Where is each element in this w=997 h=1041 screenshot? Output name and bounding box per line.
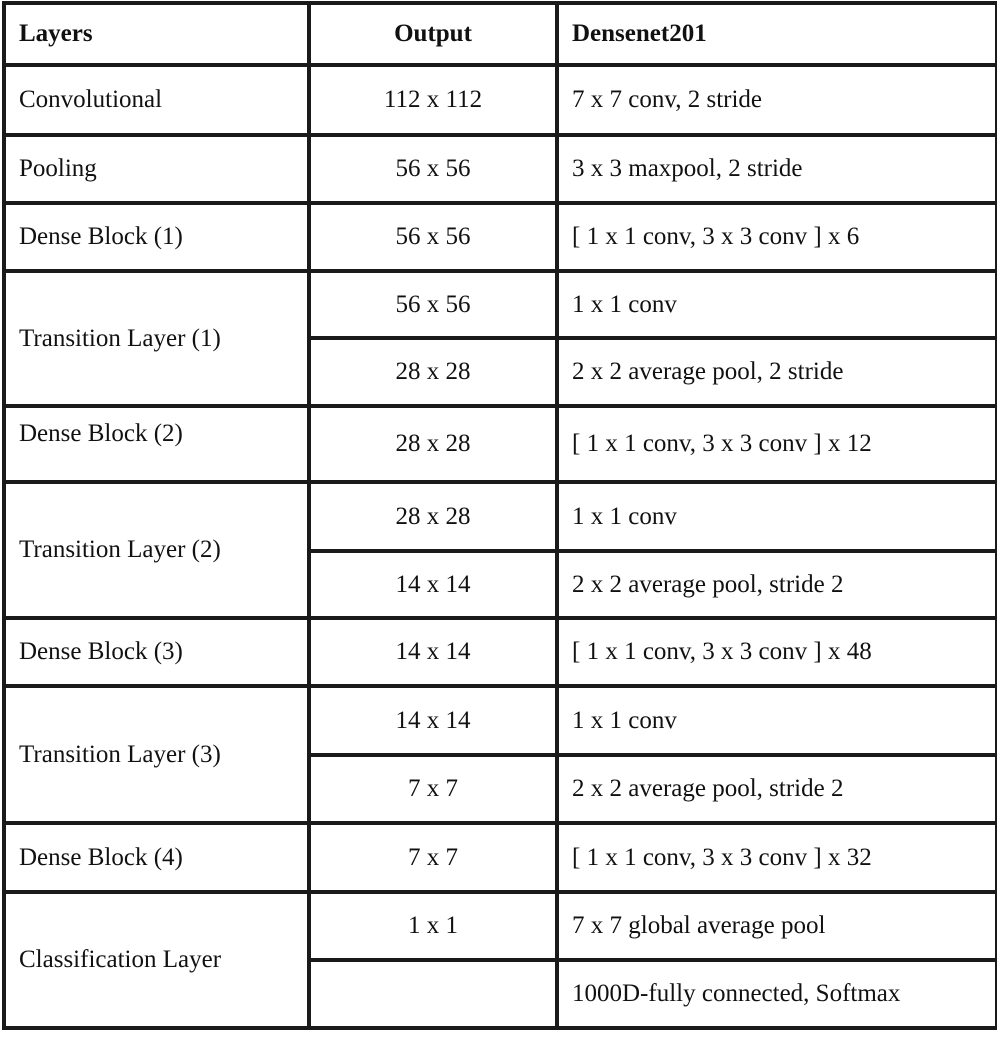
output-cell: 28 x 28 xyxy=(309,338,557,406)
layer-cell: Transition Layer (2) xyxy=(4,482,309,618)
description-cell: [ 1 x 1 conv, 3 x 3 conv ] x 48 xyxy=(557,618,997,686)
table-row xyxy=(4,892,997,960)
layer-cell: Convolutional xyxy=(4,65,309,135)
output-cell: 56 x 56 xyxy=(309,203,557,271)
header-layers: Layers xyxy=(4,3,309,65)
table-row xyxy=(4,823,997,892)
layer-cell: Pooling xyxy=(4,135,309,203)
densenet-architecture-table xyxy=(2,1,997,1030)
description-cell: 1 x 1 conv xyxy=(557,482,997,551)
output-cell: 1 x 1 xyxy=(309,892,557,960)
description-cell: 1 x 1 conv xyxy=(557,686,997,755)
header-model: Densenet201 xyxy=(557,3,997,65)
table-row xyxy=(4,271,997,338)
table-row xyxy=(4,618,997,686)
layer-cell: Transition Layer (1) xyxy=(4,271,309,406)
description-cell: 7 x 7 conv, 2 stride xyxy=(557,65,997,135)
layer-cell: Dense Block (2) xyxy=(4,406,309,482)
layer-cell: Transition Layer (3) xyxy=(4,686,309,823)
description-cell: 1000D-fully connected, Softmax xyxy=(557,960,997,1028)
layer-cell: Classification Layer xyxy=(4,892,309,1028)
output-cell: 56 x 56 xyxy=(309,271,557,338)
layer-cell: Dense Block (4) xyxy=(4,823,309,892)
output-cell: 28 x 28 xyxy=(309,482,557,551)
table-row xyxy=(4,482,997,551)
description-cell: [ 1 x 1 conv, 3 x 3 conv ] x 12 xyxy=(557,406,997,482)
description-cell: 2 x 2 average pool, stride 2 xyxy=(557,755,997,823)
output-cell: 14 x 14 xyxy=(309,551,557,618)
header-row xyxy=(4,3,997,65)
description-cell: [ 1 x 1 conv, 3 x 3 conv ] x 32 xyxy=(557,823,997,892)
description-cell: 7 x 7 global average pool xyxy=(557,892,997,960)
description-cell: 2 x 2 average pool, stride 2 xyxy=(557,551,997,618)
table-row xyxy=(4,135,997,203)
layer-cell: Dense Block (3) xyxy=(4,618,309,686)
output-cell: 14 x 14 xyxy=(309,618,557,686)
header-output: Output xyxy=(309,3,557,65)
table-row xyxy=(4,686,997,755)
description-cell: [ 1 x 1 conv, 3 x 3 conv ] x 6 xyxy=(557,203,997,271)
table-row xyxy=(4,65,997,135)
table-row xyxy=(4,406,997,482)
output-cell: 7 x 7 xyxy=(309,823,557,892)
description-cell: 1 x 1 conv xyxy=(557,271,997,338)
output-cell: 7 x 7 xyxy=(309,755,557,823)
output-cell: 56 x 56 xyxy=(309,135,557,203)
layer-cell: Dense Block (1) xyxy=(4,203,309,271)
output-cell xyxy=(309,960,557,1028)
output-cell: 28 x 28 xyxy=(309,406,557,482)
description-cell: 3 x 3 maxpool, 2 stride xyxy=(557,135,997,203)
table-row xyxy=(4,203,997,271)
output-cell: 112 x 112 xyxy=(309,65,557,135)
output-cell: 14 x 14 xyxy=(309,686,557,755)
description-cell: 2 x 2 average pool, 2 stride xyxy=(557,338,997,406)
